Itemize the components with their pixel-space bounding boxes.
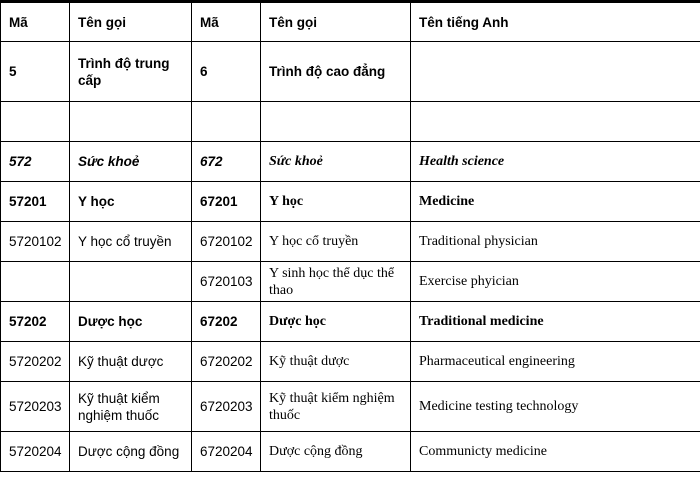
english-name-cell: Health science	[411, 142, 700, 182]
table-row	[1, 42, 700, 102]
name-cell: Kỹ thuật dược	[70, 342, 192, 382]
code-cell-trung-cap: 5	[1, 42, 70, 102]
table-row	[1, 382, 700, 432]
name-cell: Dược học	[261, 302, 411, 342]
header-row	[1, 2, 700, 42]
name-cell: Kỹ thuật kiểm nghiệm thuốc	[70, 382, 192, 432]
name-cell: Y học cổ truyền	[70, 222, 192, 262]
code-cell: 5720204	[1, 432, 70, 472]
code-cell: 67202	[192, 302, 261, 342]
table-row	[1, 182, 700, 222]
name-cell: Y học cổ truyền	[261, 222, 411, 262]
code-cell: 57201	[1, 182, 70, 222]
english-name-cell: Exercise phyician	[411, 262, 700, 302]
code-cell: 5720202	[1, 342, 70, 382]
header-ma-1: Mã	[1, 2, 70, 42]
table-row	[1, 262, 700, 302]
code-cell: 6720103	[192, 262, 261, 302]
code-cell: 6720202	[192, 342, 261, 382]
code-cell: 57202	[1, 302, 70, 342]
name-cell: Sức khoẻ	[261, 142, 411, 182]
code-cell: 5720102	[1, 222, 70, 262]
english-name-cell: Medicine	[411, 182, 700, 222]
table-row	[1, 142, 700, 182]
table-row	[1, 342, 700, 382]
header-ten-goi-1: Tên gọi	[70, 2, 192, 42]
code-cell-cao-dang: 6	[192, 42, 261, 102]
name-cell: Y sinh học thể dục thể thao	[261, 262, 411, 302]
empty-cell	[70, 262, 192, 302]
header-ten-goi-2: Tên gọi	[261, 2, 411, 42]
name-cell-cao-dang: Trình độ cao đẳng	[261, 42, 411, 102]
empty-cell	[192, 102, 261, 142]
name-cell: Y học	[70, 182, 192, 222]
empty-cell	[70, 102, 192, 142]
table-row	[1, 222, 700, 262]
code-cell: 572	[1, 142, 70, 182]
name-cell: Dược cộng đồng	[261, 432, 411, 472]
code-cell: 67201	[192, 182, 261, 222]
english-name-cell: Communicty medicine	[411, 432, 700, 472]
name-cell: Dược cộng đồng	[70, 432, 192, 472]
empty-cell	[1, 262, 70, 302]
code-cell: 672	[192, 142, 261, 182]
english-name-cell	[411, 42, 700, 102]
code-cell: 6720203	[192, 382, 261, 432]
name-cell-trung-cap: Trình độ trung cấp	[70, 42, 192, 102]
empty-cell	[1, 102, 70, 142]
name-cell: Kỹ thuật kiểm nghiệm thuốc	[261, 382, 411, 432]
table-row	[1, 432, 700, 472]
english-name-cell: Traditional physician	[411, 222, 700, 262]
name-cell: Sức khoẻ	[70, 142, 192, 182]
empty-cell	[411, 102, 700, 142]
header-ma-2: Mã	[192, 2, 261, 42]
code-cell: 6720102	[192, 222, 261, 262]
name-cell: Y học	[261, 182, 411, 222]
empty-cell	[261, 102, 411, 142]
english-name-cell: Pharmaceutical engineering	[411, 342, 700, 382]
code-cell: 6720204	[192, 432, 261, 472]
header-ten-tieng-anh: Tên tiếng Anh	[411, 2, 700, 42]
name-cell: Kỹ thuật dược	[261, 342, 411, 382]
english-name-cell: Medicine testing technology	[411, 382, 700, 432]
table-row	[1, 302, 700, 342]
name-cell: Dược học	[70, 302, 192, 342]
english-name-cell: Traditional medicine	[411, 302, 700, 342]
table-row	[1, 102, 700, 142]
code-cell: 5720203	[1, 382, 70, 432]
